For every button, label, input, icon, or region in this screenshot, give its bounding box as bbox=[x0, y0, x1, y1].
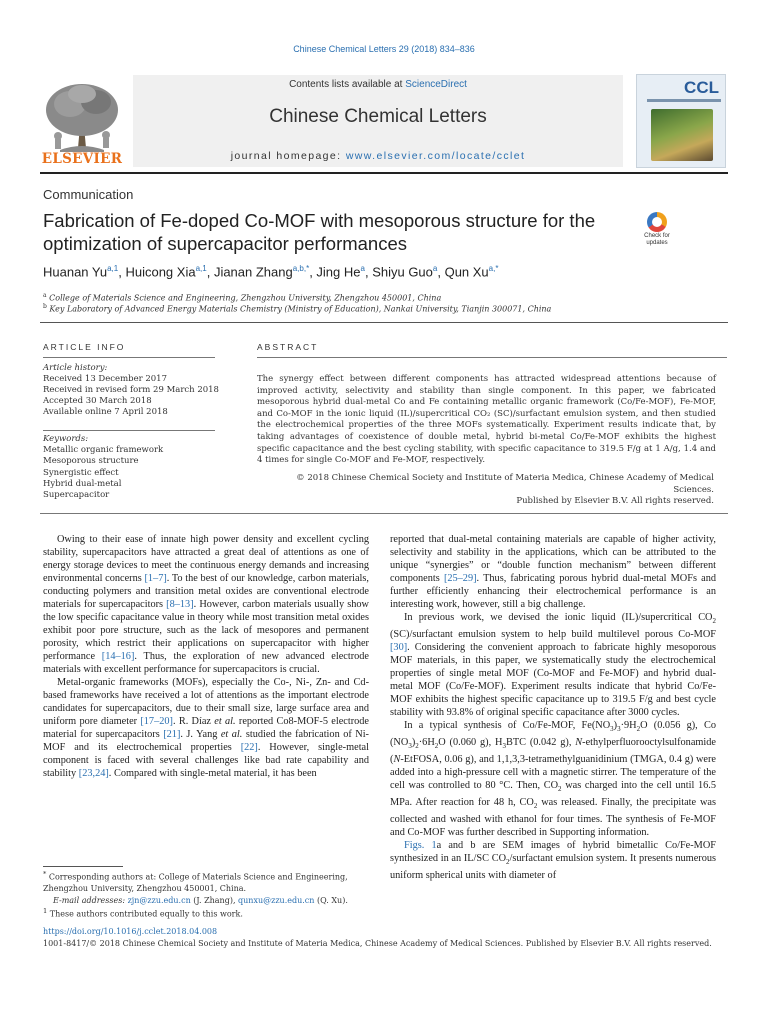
homepage-label: journal homepage: bbox=[230, 150, 346, 162]
author-separator: , bbox=[206, 264, 214, 280]
article-type: Communication bbox=[43, 187, 134, 202]
author-name[interactable]: Huanan Yu bbox=[43, 264, 108, 280]
keyword: Mesoporous structure bbox=[43, 456, 139, 467]
reference-link[interactable]: [22] bbox=[240, 742, 258, 753]
reference-link[interactable]: [25–29] bbox=[443, 573, 477, 584]
journal-citation[interactable]: Chinese Chemical Letters 29 (2018) 834–836 bbox=[293, 44, 475, 54]
article-info-heading: ARTICLE INFO bbox=[43, 342, 126, 352]
check-updates-icon-center bbox=[652, 217, 662, 227]
author-separator: , bbox=[309, 264, 317, 280]
history-received: Received 13 December 2017 bbox=[43, 374, 167, 384]
abstract-heading: ABSTRACT bbox=[257, 342, 319, 352]
history-label: Article history: bbox=[43, 363, 108, 373]
check-updates-label: Check for updates bbox=[644, 233, 670, 246]
reference-link[interactable]: [14–16] bbox=[101, 651, 135, 662]
paragraph: In previous work, we devised the ionic liquid (IL)/supercritical $CO_2$ (SC)/surfactant emulsion system to help build multilevel porous Co-MOF [30]. Considering the convenient approach to fabricate highly mesoporous MOF materials, in this paper, we systematically study the electrochemical properties of single metal MOF (Co-MOF and Fe-MOF) and hybrid dual-metal MOF (Co/Fe-MOF). Experiment results indicate that hybrid Co/Fe-MOF exhibits the highest specific capacitance up to 319.5 F/g and best cycle stability with 93.8% of original specific capacitance after 3000 cycles. bbox=[390, 612, 716, 719]
author-name[interactable]: Shiyu Guo bbox=[372, 264, 433, 280]
keyword: Hybrid dual-metal bbox=[43, 478, 122, 489]
author-affiliation-marker[interactable]: a,b,* bbox=[292, 264, 310, 273]
keywords-list bbox=[43, 434, 163, 501]
affiliation-a: $^a$ College of Materials Science and Engineering, Zhengzhou University, Zhengzhou 450001, China bbox=[43, 292, 442, 303]
homepage-link[interactable]: www.elsevier.com/locate/cclet bbox=[345, 150, 526, 162]
paragraph: Figs. 1a and b are SEM images of hybrid bimetallic Co/Fe-MOF synthesized in an IL/SC $CO_2$/surfactant emulsion system. It presents numerous uniform spherical units with diameter of bbox=[390, 840, 717, 882]
header-rule bbox=[40, 172, 728, 174]
elsevier-wordmark: ELSEVIER bbox=[41, 151, 123, 167]
paragraph: Metal-organic frameworks (MOFs), especially the Co-, Ni-, Zn- and Cd-based frameworks have received a lot of attentions as the important electrode candidates for supercapacitors, due to their small size, large surface area and uniform pore diameter [17–20]. R. Díaz et al. reported Co8-MOF-5 electrode material for supercapacitors [21]. J. Yang et al. studied the fabrication of Ni-MOF and its electrochemical properties [22]. However, single-metal component is faced with several challenges like bad rate capability and stability [23,24]. Compared with single-metal material, it has been bbox=[43, 677, 369, 779]
info-rule bbox=[43, 357, 215, 358]
paper-title: Fabrication of Fe-doped Co-MOF with mesoporous structure for the optimization of supercapacitor performances bbox=[43, 210, 596, 254]
info-rule bbox=[43, 430, 215, 431]
author-affiliation-marker[interactable]: a,* bbox=[488, 264, 499, 273]
journal-cover-thumbnail[interactable] bbox=[636, 74, 726, 168]
author-affiliation-marker[interactable]: a,1 bbox=[195, 264, 207, 273]
reference-link[interactable]: [17–20] bbox=[140, 716, 173, 727]
equal-contribution-note: $^1$ These authors contributed equally to this work. bbox=[43, 907, 243, 919]
affiliation-b: $^b$ Key Laboratory of Advanced Energy Materials Chemistry (Ministry of Education), Nankai University, Tianjin 300071, China bbox=[43, 303, 552, 314]
corresponding-author-note: * Corresponding authors at: College of Materials Science and Engineering, Zhengzhou University, Zhengzhou 450001, China. bbox=[43, 870, 348, 894]
author-name[interactable]: Qun Xu bbox=[444, 264, 489, 280]
journal-homepage bbox=[133, 150, 623, 162]
body-column-left bbox=[43, 533, 369, 780]
paragraph: Owing to their ease of innate high power density and excellent cycling stability, supercapacitors have attracted a great deal of attentions as one of energy storage devices to meet the continuous energy demands and increasing environmental concerns [1–7]. To the best of our knowledge, carbon materials, conducting polymers and transition metal oxides are conventional electrode materials for supercapacitors [8–13]. However, carbon materials usually show the low specific capacitance value in theory while most transition metal oxides exhibit poor pore structure, such as the lack of mesopores and permanent porosity, which restrict their applications on supercapacitor with higher performance [14–16]. Thus, the exploration of new advanced electrode materials with excellent performance for supercapacitors is crucial. bbox=[43, 534, 369, 675]
issn-copyright-line: 1001-8417/© 2018 Chinese Chemical Society and Institute of Materia Medica, Chinese Academy of Medical Sciences. Published by Elsevier B.V. All rights reserved. bbox=[43, 939, 712, 948]
keyword: Supercapacitor bbox=[43, 490, 110, 501]
article-history bbox=[43, 363, 219, 418]
contents-line bbox=[133, 79, 623, 90]
author-separator: , bbox=[437, 264, 445, 280]
history-online: Available online 7 April 2018 bbox=[43, 407, 168, 417]
doi-link[interactable]: https://doi.org/10.1016/j.cclet.2018.04.008 bbox=[43, 927, 218, 936]
history-revised: Received in revised form 29 March 2018 bbox=[43, 385, 219, 395]
author-affiliation-marker[interactable]: a bbox=[432, 264, 438, 273]
body-column-right bbox=[390, 533, 716, 882]
check-for-updates-button[interactable] bbox=[636, 210, 678, 250]
paragraph: In a typical synthesis of Co/Fe-MOF, $Fe(NO_3)_3\cdot 9H_2O$ (0.056 g), Co $(NO_3)_2\cdot 6H_2O$ (0.060 g), $H_3BTC$ (0.042 g), N-ethylperfluorooctylsulfonamide (N-EtFOSA, 0.06 g), and 1,1,3,3-tetramethylguanidinium (TMGA, 0.4 g) were added into a high-pressure cell with a magnetic stirrer. The temperature of the cell was controlled to 80 °C. Then, $CO_2$ was charged into the cell until 16.5 MPa. After reaction for 48 h, $CO_2$ was released. Finally, the precipitate was collected and washed with ethanol for four times. The synthesis of Fe-MOF and Co-MOF was further described in Supporting information. bbox=[390, 720, 716, 839]
author-separator: , bbox=[118, 264, 126, 280]
author-name[interactable]: Jing He bbox=[316, 264, 361, 280]
sciencedirect-link[interactable]: ScienceDirect bbox=[405, 79, 467, 90]
journal-title: Chinese Chemical Letters bbox=[269, 106, 487, 127]
footnotes bbox=[43, 869, 369, 920]
reference-link[interactable]: [1–7] bbox=[144, 573, 167, 584]
abstract-rule bbox=[257, 357, 727, 358]
reference-link[interactable]: [23,24] bbox=[78, 768, 109, 779]
figure-link[interactable]: Figs. 1 bbox=[404, 840, 437, 852]
author-affiliation-marker[interactable]: a,1 bbox=[107, 264, 119, 273]
reference-link[interactable]: [21] bbox=[163, 729, 181, 740]
author-name[interactable]: Jianan Zhang bbox=[213, 264, 293, 280]
cover-subtitle-bar bbox=[647, 99, 721, 102]
email-note: E-mail addresses: zjn@zzu.edu.cn (J. Zhang), qunxu@zzu.edu.cn (Q. Xu). bbox=[53, 895, 348, 905]
section-rule bbox=[40, 322, 728, 323]
reference-link[interactable]: [30] bbox=[390, 642, 408, 654]
reference-link[interactable]: [8–13] bbox=[166, 599, 194, 610]
author-affiliation-marker[interactable]: a bbox=[360, 264, 365, 273]
paragraph: reported that dual-metal containing materials are capable of higher activity, selectivity and stability in the applications, which can be attributed to the unique “synergies” or “double function mechanism” between different components [25–29]. Thus, fabricating porous hybrid dual-metal MOFs and further efficiently enhancing their electrochemical performance is an interesting work, however, still a big challenge. bbox=[390, 534, 716, 610]
contents-prefix: Contents lists available at bbox=[289, 79, 406, 90]
cover-ccl-logo: CCL bbox=[684, 78, 719, 97]
body-rule bbox=[40, 513, 728, 514]
keyword: Synergistic effect bbox=[43, 467, 119, 478]
author-name[interactable]: Huicong Xia bbox=[125, 264, 196, 280]
author-separator: , bbox=[364, 264, 373, 280]
abstract-copyright: © 2018 Chinese Chemical Society and Institute of Materia Medica, Chinese Academy of Medical Sciences. Published by Elsevier B.V. All rights reserved. bbox=[296, 473, 714, 507]
author-list bbox=[43, 264, 498, 279]
history-accepted: Accepted 30 March 2018 bbox=[43, 396, 152, 406]
abstract-text: The synergy effect between different components has attracted widespread attentions because of improved activity, selectivity and stability than single component. In this paper, we fabricated mesoporous hybrid dual-metal Co and Fe containing metallic organic framework (Co/Fe-MOF), Fe-MOF, and Co-MOF in the ionic liquid (IL)/supercritical CO₂ (SC)/surfactant emulsion system, and then studied the electrochemical properties of the three MOFs systematically. Experiment results indicate that, by taking advantages of coexistence of double metal, hybrid bi-metal Co/Fe-MOF exhibits the highest specific capacitance and the best cycling stability, with specific capacitance to 319.5 F/g at 1 A/g, 1.4 and 4 times for single Co-MOF and Fe-MOF, respectively. bbox=[257, 374, 716, 466]
footnote-rule bbox=[43, 866, 123, 867]
keywords-label: Keywords: bbox=[43, 434, 89, 444]
keyword: Metallic organic framework bbox=[43, 445, 164, 456]
cover-artwork bbox=[651, 109, 713, 161]
email-link[interactable]: qunxu@zzu.edu.cn bbox=[238, 895, 315, 905]
email-link[interactable]: zjn@zzu.edu.cn bbox=[127, 895, 191, 905]
